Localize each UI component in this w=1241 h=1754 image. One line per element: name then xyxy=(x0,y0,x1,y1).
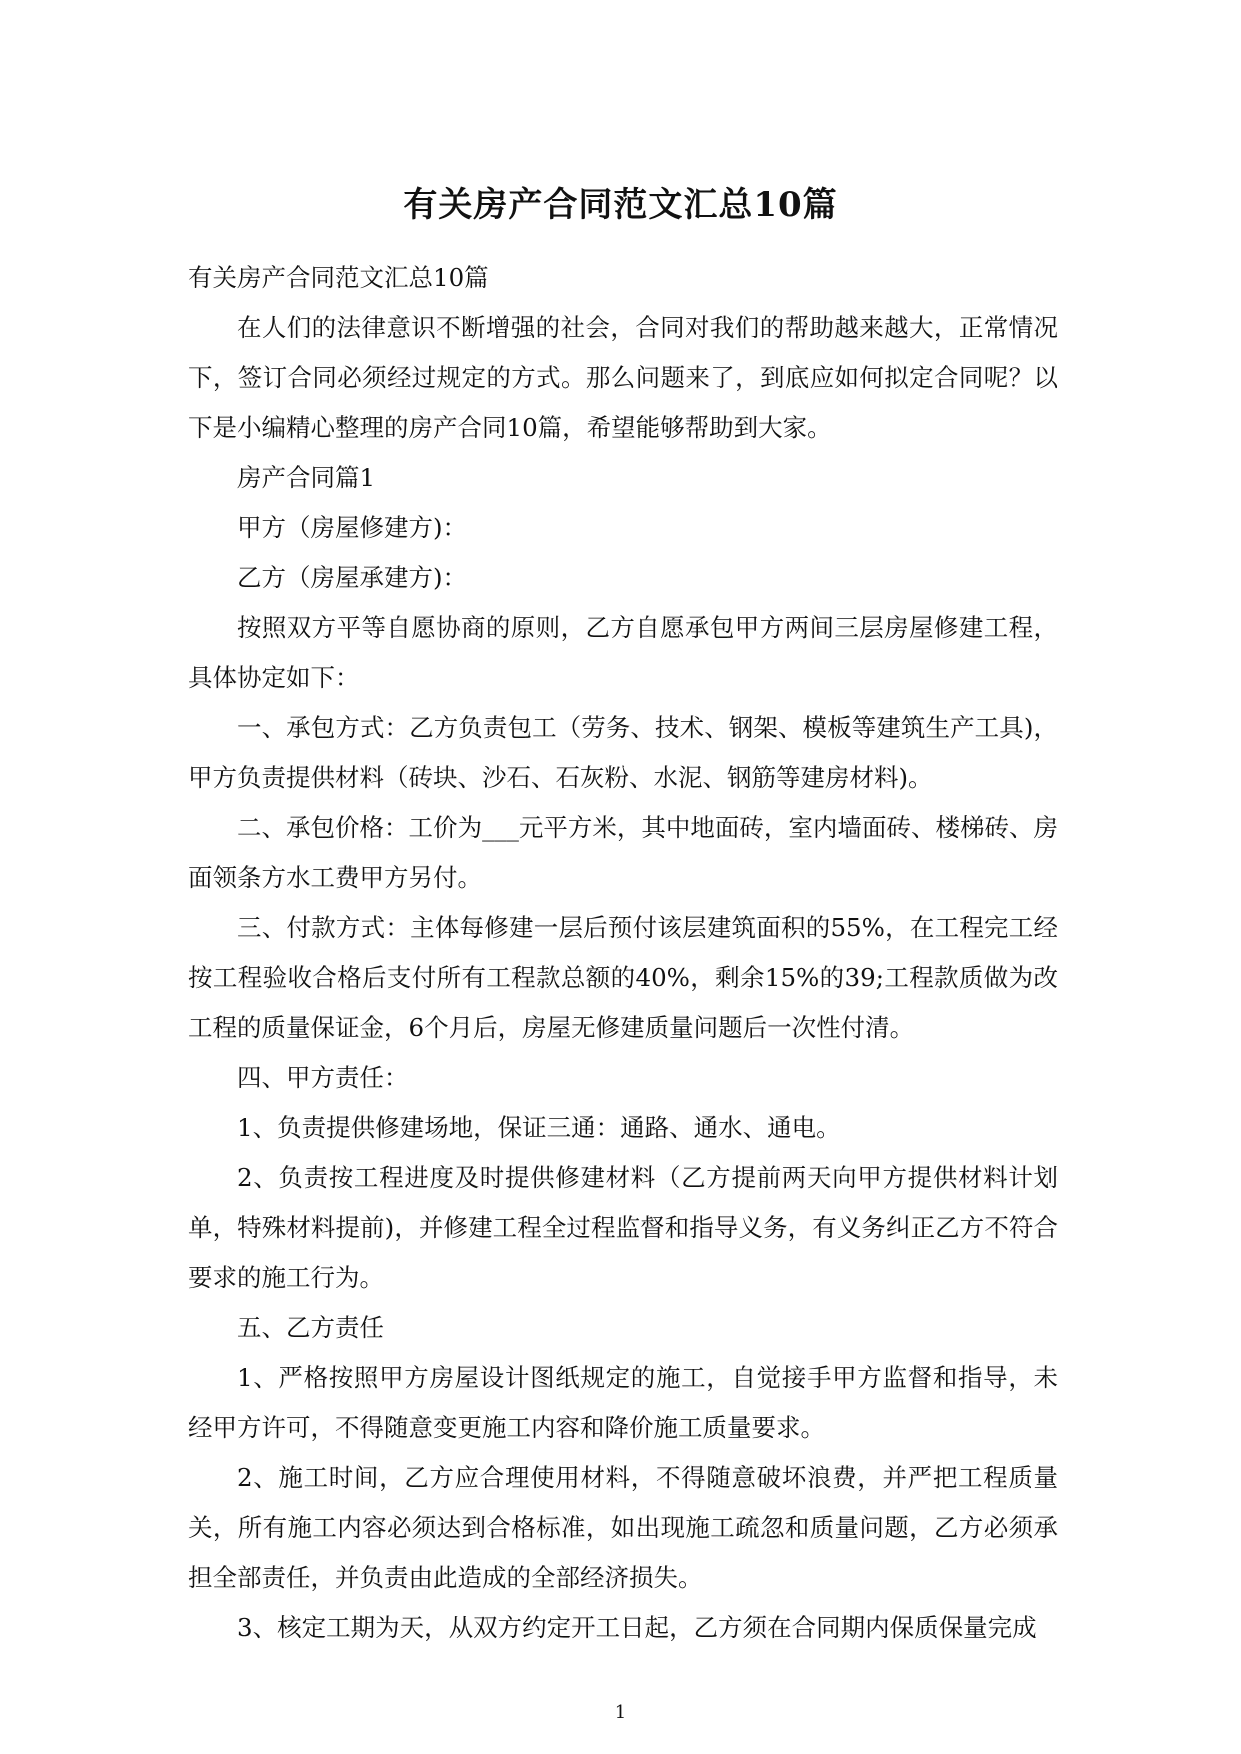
paragraph-intro: 在人们的法律意识不断增强的社会，合同对我们的帮助越来越大，正常情况下，签订合同必须经过规定的方式。那么问题来了，到底应如何拟定合同呢？以下是小编精心整理的房产合同10篇，希望能够帮助到大家。 xyxy=(188,313,1058,442)
section-heading: 房产合同篇1 xyxy=(237,463,376,492)
document-body xyxy=(188,253,1058,1653)
clause-party-b-heading: 五、乙方责任 xyxy=(237,1313,384,1342)
clause-party-b-item-3: 3、核定工期为天，从双方约定开工日起，乙方须在合同期内保质保量完成 xyxy=(237,1613,1037,1642)
clause-party-b-item-1: 1、严格按照甲方房屋设计图纸规定的施工，自觉接手甲方监督和指导，未经甲方许可，不得随意变更施工内容和降价施工质量要求。 xyxy=(188,1363,1058,1442)
party-b-line: 乙方（房屋承建方)： xyxy=(237,563,468,592)
paragraph-principle: 按照双方平等自愿协商的原则，乙方自愿承包甲方两间三层房屋修建工程，具体协定如下： xyxy=(188,613,1058,692)
page-number: 1 xyxy=(614,1702,627,1723)
document-title: 有关房产合同范文汇总10篇 xyxy=(403,185,838,225)
clause-party-a-heading: 四、甲方责任： xyxy=(237,1063,409,1092)
document-subtitle: 有关房产合同范文汇总10篇 xyxy=(188,263,489,292)
clause-contract-price: 二、承包价格：工价为___元平方米，其中地面砖，室内墙面砖、楼梯砖、房面领条方水工费甲方另付。 xyxy=(188,813,1058,892)
party-a-line: 甲方（房屋修建方)： xyxy=(237,513,468,542)
clause-party-a-item-1: 1、负责提供修建场地，保证三通：通路、通水、通电。 xyxy=(237,1113,841,1142)
clause-contract-method: 一、承包方式：乙方负责包工（劳务、技术、钢架、模板等建筑生产工具)，甲方负责提供材料（砖块、沙石、石灰粉、水泥、钢筋等建房材料)。 xyxy=(188,713,1058,792)
clause-payment-method: 三、付款方式：主体每修建一层后预付该层建筑面积的55%，在工程完工经按工程验收合格后支付所有工程款总额的40%，剩余15%的39;工程款质做为改工程的质量保证金，6个月后，房屋无修建质量问题后一次性付清。 xyxy=(188,913,1058,1042)
clause-party-a-item-2: 2、负责按工程进度及时提供修建材料（乙方提前两天向甲方提供材料计划单，特殊材料提前)，并修建工程全过程监督和指导义务，有义务纠正乙方不符合要求的施工行为。 xyxy=(188,1163,1058,1292)
clause-party-b-item-2: 2、施工时间，乙方应合理使用材料，不得随意破坏浪费，并严把工程质量关，所有施工内容必须达到合格标准，如出现施工疏忽和质量问题，乙方必须承担全部责任，并负责由此造成的全部经济损失。 xyxy=(188,1463,1058,1592)
